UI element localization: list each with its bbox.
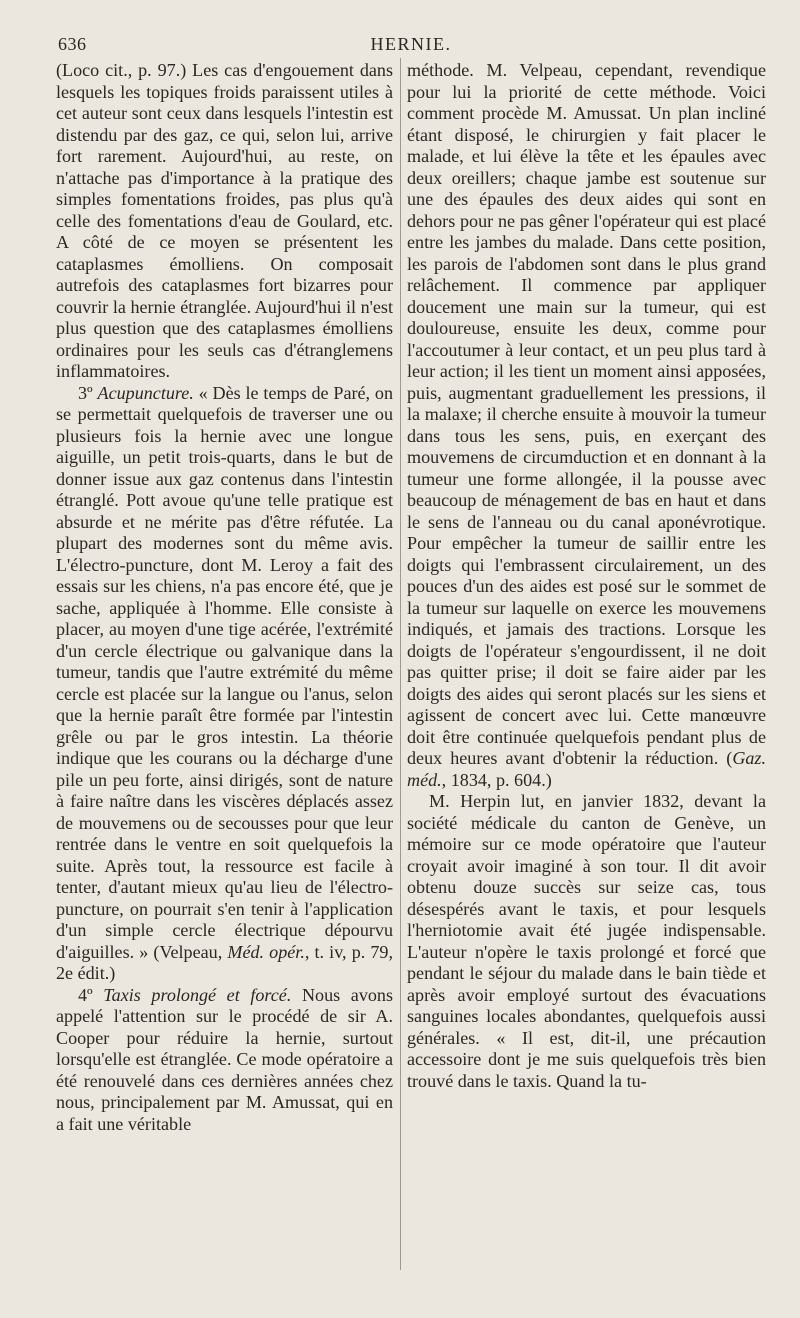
citation-title: Gaz. méd.: [407, 748, 766, 790]
paragraph: [56, 60, 393, 383]
section-title: Acupuncture.: [97, 382, 194, 403]
paragraph-text: méthode. M. Velpeau, cependant, revendique pour lui la priorité de cette méthode. Voici comment procède M. Amussat. Un plan incliné étant disposé, le chirurgien y fait placer le malade, et lui élève la tête et les épaules avec deux oreillers; chaque jambe est soutenue sur une des épaules des deux aides qui sont en dehors pour ne pas gêner l'opérateur qui est placé entre les jambes du malade. Dans cette position, les parois de l'abdomen sont dans le plus grand relâchement. Il commence par appliquer doucement une main sur la tumeur, qui est douloureuse, ensuite les deux, comme pour l'accoutumer à leur contact, et un peu plus tard à leur action; il les tient un moment ainsi apposées, puis, augmentant graduellement les pressions, il la malaxe; il cherche ensuite à mouvoir la tumeur dans tous les sens, puis, en exerçant des mouvemens de circumduction et en donnant à la tumeur une forme allongée, il la pousse avec beaucoup de ménagement de bas en haut et dans le sens de l'anneau ou du canal aponévrotique. Pour empêcher la tumeur de saillir entre les doigts qui l'embrassent circulairement, un des pouces d'un des aides est posé sur le sommet de la tumeur sur laquelle on exerce les mouvemens indiqués, et jamais des tractions. Lorsque les doigts de l'opérateur s'engourdissent, il ne doit pas quitter prise; il doit se faire aider par les doigts des aides qui seront placés sur les siens et agissent de concert avec lui. Cette manœuvre doit être continuée quelquefois pendant plus de deux heures avant d'obtenir la réduction. (: [407, 60, 766, 768]
paragraph-text: « Dès le temps de Paré, on se permettait quelquefois de traverser une ou plusieurs fois la hernie avec une longue aiguille, un petit trois-quarts, dans le but de donner issue aux gaz contenus dans l'intestin étranglé. Pott avoue qu'une telle pratique est absurde et ne mérite pas d'être réfutée. La plupart des modernes sont du même avis. L'électro-puncture, dont M. Leroy a fait des essais sur les chiens, n'a pas encore été, que je sache, appliquée à l'homme. Elle consiste à placer, au moyen d'une tige acérée, l'extrémité d'un cercle électrique ou galvanique dans la tumeur, tandis que l'autre extrémité du même cercle est placée sur la langue ou l'anus, selon que la hernie paraît être formée par l'intestin grêle ou par le gros intestin. La théorie indique que les courans ou la décharge d'une pile un peu forte, ainsi dirigés, sont de nature à faire naître dans les viscères déplacés assez de mouvemens ou de secousses pour que leur rentrée dans le ventre en soit quelquefois la suite. Après tout, la ressource est facile à tenter, d'autant mieux qu'au lieu de l'électro-puncture, on pourrait s'en tenir à l'application d'un simple cercle électrique dépourvu d'aiguilles. » (Velpeau,: [56, 382, 393, 962]
paragraph: [407, 60, 766, 791]
page-header: [56, 30, 766, 60]
citation-rest: , 1834, p. 604.): [441, 769, 552, 790]
paragraph-text: M. Herpin lut, en janvier 1832, devant la société médicale du canton de Genève, un mémoire sur ce mode opératoire que l'auteur croyait avoir imaginé à son tour. Il dit avoir obtenu douze succès sur seize cas, tous désespérés avant le taxis, et pour lesquels l'herniotomie avait été jugée indispensable. L'auteur n'opère le taxis prolongé et forcé que pendant le séjour du malade dans le bain tiède et après avoir employé surtout des évacuations sanguines locales abondantes, quelquefois aussi générales. « Il est, dit-il, une précaution accessoire dont je me suis quelquefois très bien trouvé dans le taxis. Quand la tu-: [407, 791, 766, 1091]
section-number: 3º: [78, 382, 93, 403]
text-columns: [56, 60, 766, 1135]
column-divider: [400, 58, 401, 1270]
paragraph: [407, 791, 766, 1092]
running-title: HERNIE.: [370, 34, 452, 54]
left-column: [56, 60, 393, 1135]
citation-title: Méd. opér.: [227, 941, 305, 962]
paragraph-text: (Loco cit., p. 97.) Les cas d'engouement dans lesquels les topiques froids paraissent utiles à cet auteur sont ceux dans lesquels l'intestin est distendu par des gaz, ce qui, selon lui, arrive fort rarement. Aujourd'hui, au reste, on n'attache pas d'importance à la pratique des simples fomentations froides, pas plus qu'à celle des fomentations d'eau de Goulard, etc. A côté de ce moyen se présentent les cataplasmes émolliens. On composait autrefois des cataplasmes fort bizarres pour couvrir la hernie étranglée. Aujourd'hui il n'est plus question que des cataplasmes émolliens ordinaires pour les seuls cas d'étranglemens inflammatoires.: [56, 60, 393, 381]
page-number: 636: [58, 34, 87, 54]
citation-rest: , t. iv, p. 79, 2e édit.): [56, 941, 394, 983]
paragraph: [56, 383, 393, 985]
right-column: [407, 60, 766, 1135]
section-title: Taxis prolongé et forcé.: [103, 984, 292, 1005]
paragraph-text: Nous avons appelé l'attention sur le procédé de sir A. Cooper pour réduire la hernie, surtout lorsqu'elle est étranglée. Ce mode opératoire a été renouvelé dans ces dernières années chez nous, principalement par M. Amussat, qui en a fait une véritable: [56, 984, 393, 1134]
paragraph: [56, 985, 393, 1136]
section-number: 4º: [78, 984, 93, 1005]
